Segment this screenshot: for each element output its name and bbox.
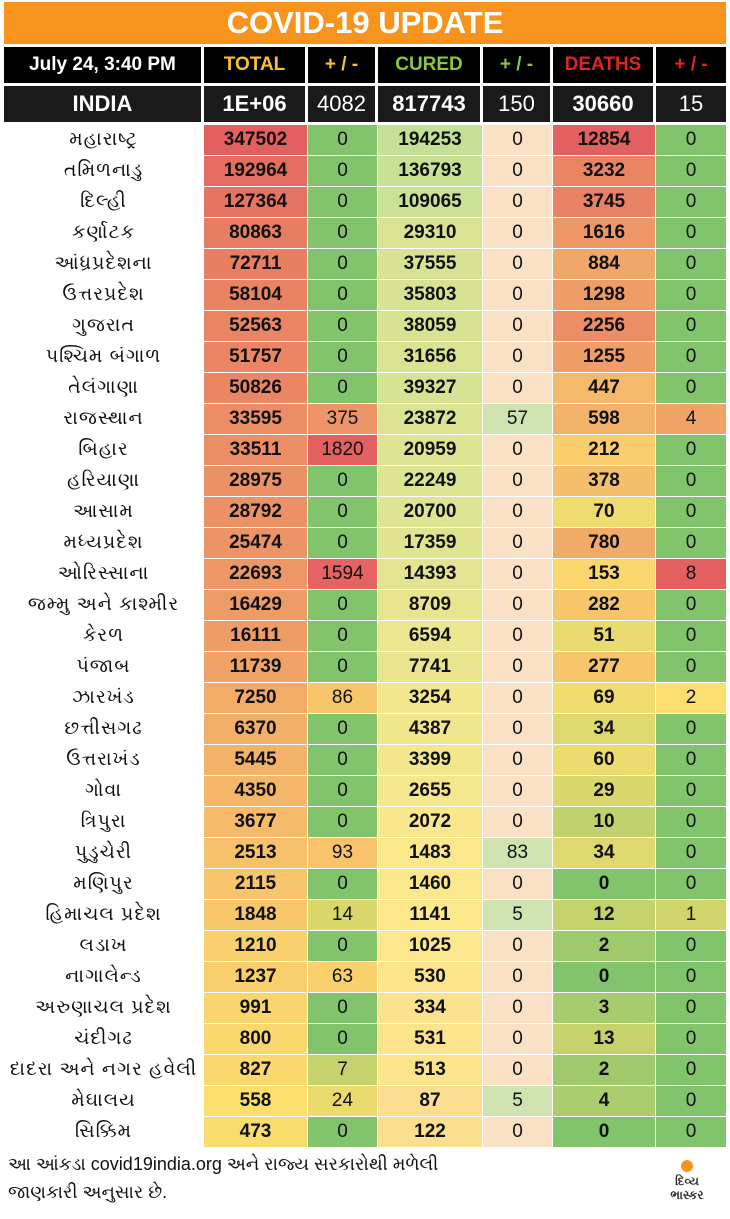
deaths-change: 4: [656, 404, 726, 434]
cured-change: 0: [483, 342, 553, 372]
state-name: બિહાર: [4, 435, 204, 465]
deaths-count: 153: [553, 559, 656, 589]
deaths-change: 0: [656, 528, 726, 558]
india-total-change: 4082: [308, 86, 378, 122]
total-cases: 1237: [204, 962, 308, 992]
deaths-change: 0: [656, 342, 726, 372]
total-change: 0: [308, 218, 378, 248]
cured-count: 7741: [378, 652, 483, 682]
deaths-count: 51: [553, 621, 656, 651]
state-name: જમ્મુ અને કાશ્મીર: [4, 590, 204, 620]
india-total: 1E+06: [204, 86, 308, 122]
total-change: 0: [308, 652, 378, 682]
deaths-count: 2: [553, 1055, 656, 1085]
table-row: [4, 1055, 726, 1086]
deaths-change: 0: [656, 714, 726, 744]
total-change: 375: [308, 404, 378, 434]
total-cases: 7250: [204, 683, 308, 713]
cured-count: 2655: [378, 776, 483, 806]
table-row: [4, 838, 726, 869]
total-change: 0: [308, 931, 378, 961]
total-change: 1594: [308, 559, 378, 589]
total-cases: 11739: [204, 652, 308, 682]
table-row: [4, 311, 726, 342]
total-change: 0: [308, 280, 378, 310]
total-change-header: + / -: [308, 47, 378, 83]
deaths-count: 34: [553, 838, 656, 868]
cured-change: 0: [483, 125, 553, 155]
total-change: 0: [308, 528, 378, 558]
cured-change: 0: [483, 311, 553, 341]
cured-count: 2072: [378, 807, 483, 837]
state-name: દિલ્હી: [4, 187, 204, 217]
deaths-change: 0: [656, 1024, 726, 1054]
cured-change: 0: [483, 1117, 553, 1147]
state-name: તમિળનાડુ: [4, 156, 204, 186]
deaths-change: 0: [656, 652, 726, 682]
deaths-count: 34: [553, 714, 656, 744]
total-change: 0: [308, 714, 378, 744]
header-row: [4, 47, 726, 83]
india-total-row: [4, 86, 726, 122]
total-cases: 22693: [204, 559, 308, 589]
cured-change-header: + / -: [483, 47, 553, 83]
cured-count: 136793: [378, 156, 483, 186]
deaths-count: 3745: [553, 187, 656, 217]
table-row: [4, 590, 726, 621]
total-cases: 16111: [204, 621, 308, 651]
total-cases: 127364: [204, 187, 308, 217]
deaths-count: 12854: [553, 125, 656, 155]
cured-count: 8709: [378, 590, 483, 620]
state-name: દાદરા અને નગર હવેલી: [4, 1055, 204, 1085]
state-name: સિક્કિમ: [4, 1117, 204, 1147]
title-banner: COVID-19 UPDATE: [4, 2, 726, 44]
cured-count: 23872: [378, 404, 483, 434]
deaths-count: 1616: [553, 218, 656, 248]
table-row: [4, 497, 726, 528]
table-row: [4, 342, 726, 373]
total-change: 0: [308, 466, 378, 496]
total-cases: 192964: [204, 156, 308, 186]
total-cases: 1848: [204, 900, 308, 930]
total-cases: 51757: [204, 342, 308, 372]
cured-change: 0: [483, 714, 553, 744]
state-name: ઉત્તરપ્રદેશ: [4, 280, 204, 310]
cured-count: 4387: [378, 714, 483, 744]
deaths-count: 13: [553, 1024, 656, 1054]
table-row: [4, 621, 726, 652]
total-change: 1820: [308, 435, 378, 465]
cured-count: 513: [378, 1055, 483, 1085]
total-header: TOTAL: [204, 47, 308, 83]
state-name: પંજાબ: [4, 652, 204, 682]
cured-change: 5: [483, 1086, 553, 1116]
deaths-change: 0: [656, 869, 726, 899]
table-row: [4, 249, 726, 280]
total-change: 0: [308, 187, 378, 217]
deaths-change: 0: [656, 373, 726, 403]
total-change: 0: [308, 125, 378, 155]
total-cases: 558: [204, 1086, 308, 1116]
cured-count: 122: [378, 1117, 483, 1147]
total-change: 0: [308, 342, 378, 372]
cured-change: 0: [483, 590, 553, 620]
state-name: ચંદીગઢ: [4, 1024, 204, 1054]
table-row: [4, 683, 726, 714]
table-row: [4, 373, 726, 404]
cured-change: 0: [483, 559, 553, 589]
deaths-change: 0: [656, 590, 726, 620]
state-name: મધ્યપ્રદેશ: [4, 528, 204, 558]
deaths-change: 0: [656, 621, 726, 651]
cured-count: 37555: [378, 249, 483, 279]
total-change: 0: [308, 497, 378, 527]
cured-change: 5: [483, 900, 553, 930]
total-cases: 473: [204, 1117, 308, 1147]
total-cases: 4350: [204, 776, 308, 806]
cured-change: 0: [483, 497, 553, 527]
total-change: 0: [308, 311, 378, 341]
cured-header: CURED: [378, 47, 483, 83]
deaths-change: 0: [656, 280, 726, 310]
source-note: [8, 1150, 608, 1206]
cured-change: 0: [483, 1055, 553, 1085]
total-change: 0: [308, 776, 378, 806]
total-cases: 3677: [204, 807, 308, 837]
cured-count: 1141: [378, 900, 483, 930]
deaths-change: 0: [656, 838, 726, 868]
deaths-count: 282: [553, 590, 656, 620]
deaths-change: 0: [656, 218, 726, 248]
cured-change: 0: [483, 280, 553, 310]
deaths-change: 0: [656, 466, 726, 496]
deaths-count: 60: [553, 745, 656, 775]
table-row: [4, 187, 726, 218]
total-cases: 347502: [204, 125, 308, 155]
cured-change: 83: [483, 838, 553, 868]
deaths-count: 378: [553, 466, 656, 496]
cured-count: 22249: [378, 466, 483, 496]
total-cases: 28975: [204, 466, 308, 496]
deaths-count: 277: [553, 652, 656, 682]
cured-count: 1025: [378, 931, 483, 961]
deaths-count: 0: [553, 869, 656, 899]
state-name: આસામ: [4, 497, 204, 527]
deaths-change: 0: [656, 807, 726, 837]
total-change: 93: [308, 838, 378, 868]
total-change: 0: [308, 1117, 378, 1147]
deaths-count: 2256: [553, 311, 656, 341]
table-row: [4, 466, 726, 497]
states-table: [4, 125, 726, 1148]
logo-line2: ભાસ્કર: [670, 1188, 704, 1202]
cured-change: 0: [483, 249, 553, 279]
total-change: 7: [308, 1055, 378, 1085]
cured-change: 0: [483, 931, 553, 961]
total-change: 0: [308, 869, 378, 899]
cured-change: 0: [483, 807, 553, 837]
table-row: [4, 745, 726, 776]
state-name: લડાખ: [4, 931, 204, 961]
table-row: [4, 962, 726, 993]
cured-count: 20700: [378, 497, 483, 527]
table-row: [4, 776, 726, 807]
total-cases: 827: [204, 1055, 308, 1085]
cured-change: 0: [483, 683, 553, 713]
cured-change: 0: [483, 435, 553, 465]
cured-count: 6594: [378, 621, 483, 651]
cured-change: 0: [483, 528, 553, 558]
deaths-count: 1298: [553, 280, 656, 310]
cured-count: 194253: [378, 125, 483, 155]
deaths-count: 884: [553, 249, 656, 279]
total-cases: 58104: [204, 280, 308, 310]
cured-count: 334: [378, 993, 483, 1023]
total-cases: 25474: [204, 528, 308, 558]
date-label: July 24, 3:40 PM: [4, 47, 204, 83]
deaths-change: 0: [656, 187, 726, 217]
deaths-count: 3232: [553, 156, 656, 186]
cured-change: 0: [483, 187, 553, 217]
deaths-count: 12: [553, 900, 656, 930]
state-name: ગુજરાત: [4, 311, 204, 341]
total-cases: 6370: [204, 714, 308, 744]
total-change: 0: [308, 621, 378, 651]
cured-count: 17359: [378, 528, 483, 558]
table-row: [4, 435, 726, 466]
deaths-change: 0: [656, 435, 726, 465]
cured-count: 109065: [378, 187, 483, 217]
cured-count: 3399: [378, 745, 483, 775]
cured-change: 0: [483, 776, 553, 806]
table-row: [4, 807, 726, 838]
cured-change: 0: [483, 869, 553, 899]
cured-count: 87: [378, 1086, 483, 1116]
deaths-change: 0: [656, 125, 726, 155]
source-note-line2: જાણકારી અનુસાર છે.: [8, 1182, 168, 1202]
deaths-count: 4: [553, 1086, 656, 1116]
deaths-change: 0: [656, 745, 726, 775]
deaths-count: 0: [553, 962, 656, 992]
deaths-change: 1: [656, 900, 726, 930]
table-row: [4, 280, 726, 311]
deaths-change-header: + / -: [656, 47, 726, 83]
total-cases: 52563: [204, 311, 308, 341]
table-row: [4, 714, 726, 745]
table-row: [4, 993, 726, 1024]
india-cured: 817743: [378, 86, 483, 122]
deaths-count: 3: [553, 993, 656, 1023]
state-name: પશ્ચિમ બંગાળ: [4, 342, 204, 372]
deaths-count: 212: [553, 435, 656, 465]
total-cases: 50826: [204, 373, 308, 403]
deaths-change: 0: [656, 993, 726, 1023]
total-change: 0: [308, 1024, 378, 1054]
cured-change: 0: [483, 373, 553, 403]
total-cases: 5445: [204, 745, 308, 775]
table-row: [4, 528, 726, 559]
deaths-count: 10: [553, 807, 656, 837]
table-row: [4, 652, 726, 683]
total-change: 0: [308, 590, 378, 620]
cured-count: 31656: [378, 342, 483, 372]
state-name: છત્તીસગઢ: [4, 714, 204, 744]
table-row: [4, 218, 726, 249]
cured-count: 20959: [378, 435, 483, 465]
source-note-line1: આ આંકડા covid19india.org અને રાજ્ય સરકારોથી મળેલી: [8, 1154, 439, 1174]
table-row: [4, 900, 726, 931]
logo-line1: દિવ્ય: [675, 1174, 699, 1188]
cured-count: 29310: [378, 218, 483, 248]
total-change: 0: [308, 249, 378, 279]
india-cured-change: 150: [483, 86, 553, 122]
divya-bhaskar-logo: [655, 1160, 719, 1208]
state-name: કર્ણાટક: [4, 218, 204, 248]
total-cases: 800: [204, 1024, 308, 1054]
deaths-change: 0: [656, 1086, 726, 1116]
table-row: [4, 559, 726, 590]
deaths-count: 29: [553, 776, 656, 806]
total-cases: 80863: [204, 218, 308, 248]
total-cases: 16429: [204, 590, 308, 620]
total-change: 0: [308, 993, 378, 1023]
total-change: 0: [308, 156, 378, 186]
total-cases: 2115: [204, 869, 308, 899]
cured-count: 530: [378, 962, 483, 992]
deaths-change: 0: [656, 311, 726, 341]
deaths-change: 0: [656, 156, 726, 186]
total-cases: 28792: [204, 497, 308, 527]
total-change: 63: [308, 962, 378, 992]
total-cases: 33595: [204, 404, 308, 434]
state-name: હરિયાણા: [4, 466, 204, 496]
cured-change: 0: [483, 218, 553, 248]
cured-change: 0: [483, 1024, 553, 1054]
state-name: હિમાચલ પ્રદેશ: [4, 900, 204, 930]
total-change: 14: [308, 900, 378, 930]
cured-change: 0: [483, 621, 553, 651]
cured-count: 1460: [378, 869, 483, 899]
deaths-change: 0: [656, 497, 726, 527]
table-row: [4, 125, 726, 156]
total-change: 0: [308, 745, 378, 775]
total-cases: 2513: [204, 838, 308, 868]
deaths-count: 598: [553, 404, 656, 434]
table-row: [4, 1117, 726, 1148]
cured-change: 0: [483, 993, 553, 1023]
state-name: ઝારખંડ: [4, 683, 204, 713]
state-name: મણિપુર: [4, 869, 204, 899]
table-row: [4, 1024, 726, 1055]
cured-count: 3254: [378, 683, 483, 713]
state-name: રાજસ્થાન: [4, 404, 204, 434]
state-name: ઓરિસ્સાના: [4, 559, 204, 589]
deaths-count: 1255: [553, 342, 656, 372]
deaths-count: 70: [553, 497, 656, 527]
state-name: મેઘાલય: [4, 1086, 204, 1116]
deaths-change: 8: [656, 559, 726, 589]
cured-count: 35803: [378, 280, 483, 310]
cured-change: 0: [483, 962, 553, 992]
total-cases: 991: [204, 993, 308, 1023]
total-cases: 1210: [204, 931, 308, 961]
deaths-count: 447: [553, 373, 656, 403]
table-row: [4, 869, 726, 900]
cured-change: 0: [483, 652, 553, 682]
state-name: નાગાલેન્ડ: [4, 962, 204, 992]
deaths-count: 2: [553, 931, 656, 961]
deaths-change: 2: [656, 683, 726, 713]
state-name: તેલંગાણા: [4, 373, 204, 403]
total-cases: 33511: [204, 435, 308, 465]
deaths-change: 0: [656, 931, 726, 961]
table-row: [4, 404, 726, 435]
cured-change: 0: [483, 466, 553, 496]
state-name: મહારાષ્ટ્ર: [4, 125, 204, 155]
state-name: કેરળ: [4, 621, 204, 651]
cured-count: 38059: [378, 311, 483, 341]
state-name: પુડુચેરી: [4, 838, 204, 868]
total-change: 0: [308, 373, 378, 403]
cured-count: 531: [378, 1024, 483, 1054]
deaths-change: 0: [656, 962, 726, 992]
table-row: [4, 931, 726, 962]
total-cases: 72711: [204, 249, 308, 279]
logo-sun-icon: [681, 1160, 693, 1172]
cured-change: 0: [483, 156, 553, 186]
total-change: 86: [308, 683, 378, 713]
state-name: આંધ્રપ્રદેશના: [4, 249, 204, 279]
total-change: 0: [308, 807, 378, 837]
deaths-header: DEATHS: [553, 47, 656, 83]
deaths-count: 69: [553, 683, 656, 713]
cured-count: 1483: [378, 838, 483, 868]
deaths-change: 0: [656, 1055, 726, 1085]
table-row: [4, 156, 726, 187]
cured-change: 0: [483, 745, 553, 775]
cured-count: 39327: [378, 373, 483, 403]
cured-count: 14393: [378, 559, 483, 589]
state-name: અરુણાચલ પ્રદેશ: [4, 993, 204, 1023]
deaths-count: 780: [553, 528, 656, 558]
state-name: ઉત્તરાખંડ: [4, 745, 204, 775]
state-name: ત્રિપુરા: [4, 807, 204, 837]
deaths-count: 0: [553, 1117, 656, 1147]
state-name: ગોવા: [4, 776, 204, 806]
total-change: 24: [308, 1086, 378, 1116]
india-label: INDIA: [4, 86, 204, 122]
india-deaths: 30660: [553, 86, 656, 122]
table-row: [4, 1086, 726, 1117]
deaths-change: 0: [656, 776, 726, 806]
deaths-change: 0: [656, 1117, 726, 1147]
deaths-change: 0: [656, 249, 726, 279]
cured-change: 57: [483, 404, 553, 434]
india-deaths-change: 15: [656, 86, 726, 122]
